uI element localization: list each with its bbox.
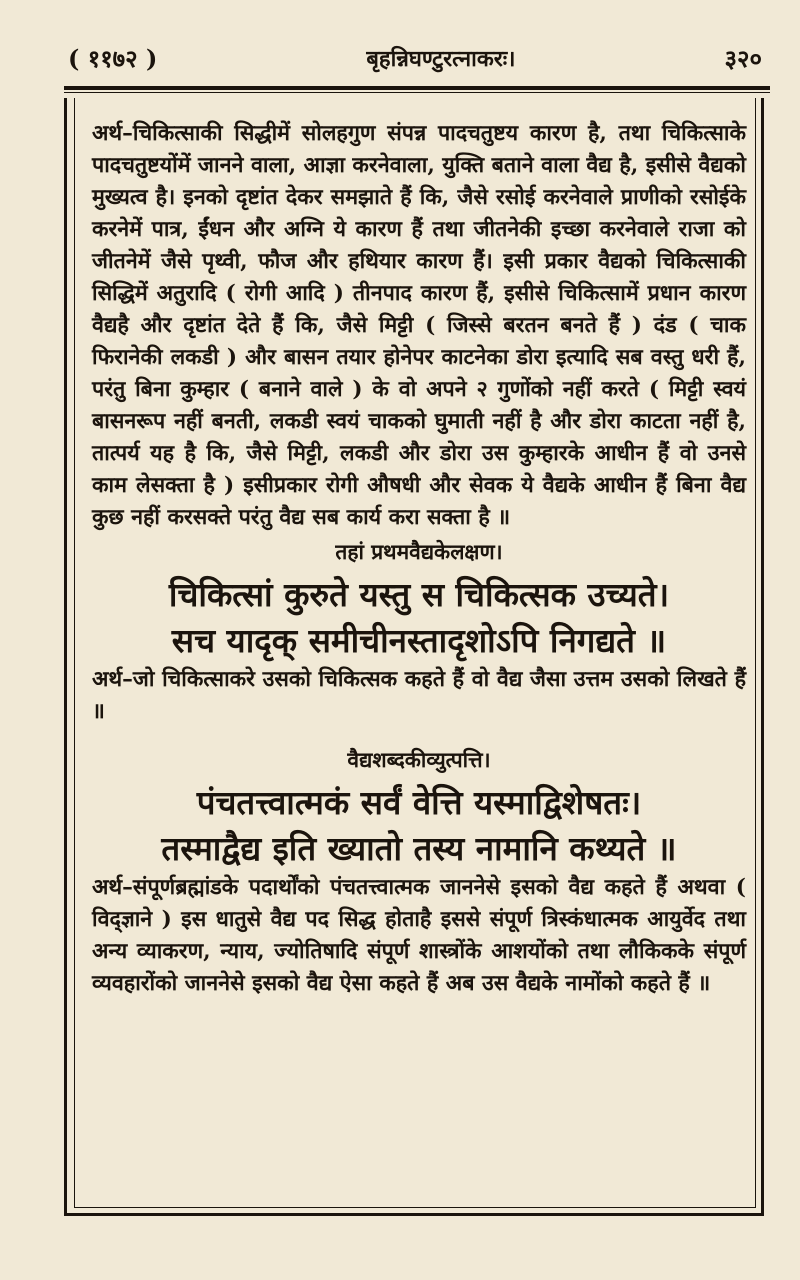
- sheet-mark: ३२०: [724, 43, 762, 73]
- page-number: ( ११७२ ): [68, 43, 158, 73]
- commentary-paragraph-3: अर्थ–संपूर्णब्रह्मांडके पदार्थोंको पंचतत्त्वात्मक जाननेसे इसको वैद्य कहते हैं अथवा ( विद्ज्ञाने ) इस धातुसे वैद्य पद सिद्ध होताहै इससे संपूर्ण त्रिस्कंधात्मक आयुर्वेद तथा अन्य व्याकरण, न्याय, ज्योतिषादि संपूर्ण शास्त्रोंके आशयोंको तथा लौकिकके संपूर्ण व्यवहारोंको जाननेसे इसको वैद्य ऐसा कहते हैं अब उस वैद्यके नामोंको कहते हैं ॥: [92, 875, 746, 996]
- commentary-paragraph-1: अर्थ–चिकित्साकी सिद्धीमें सोलहगुण संपन्न पादचतुष्टय कारण है, तथा चिकित्साके पादचतुष्टयोंमें जानने वाला, आज्ञा करनेवाला, युक्ति बताने वाला वैद्य है, इसीसे वैद्यको मुख्यत्व है। इनको दृष्टांत देकर समझाते हैं कि, जैसे रसोई करनेवाले प्राणीको रसोईके करनेमें पात्र, ईंधन और अग्नि ये कारण हैं तथा जीतनेकी इच्छा करनेवाले राजा को जीतनेमें जैसे पृथ्वी, फौज और हथियार कारण हैं। इसी प्रकार वैद्यको चिकित्साकी सिद्धिमें अतुरादि ( रोगी आदि ) तीनपाद कारण हैं, इसीसे चिकित्सामें प्रधान कारण वैद्यहै और दृष्टांत देते हैं कि, जैसे मिट्टी ( जिस्से बरतन बनते हैं ) दंड ( चाक फिरानेकी लकडी ) और बासन तयार होनेपर काटनेका डोरा इत्यादि सब वस्तु धरी हैं, परंतु बिना कुम्हार ( बनाने वाले ) के वो अपने २ गुणोंको नहीं करते ( मिट्टी स्वयं बासनरूप नहीं बनती, लकडी स्वयं चाकको घुमाती नहीं है और डोरा काटता नहीं है, तात्पर्य यह है कि, जैसे मिट्टी, लकडी और डोरा उस कुम्हारके आधीन हैं वो उनसे काम लेसक्ता है ) इसीप्रकार रोगी औषधी और सेवक ये वैद्यके आधीन हैं बिना वैद्य कुछ नहीं करसक्ते परंतु वैद्य सब कार्य करा सक्ता है ॥: [92, 121, 746, 530]
- header-rule-thick: [64, 86, 770, 90]
- verse-2-line-1: पंचतत्त्वात्मकं सर्वं वेत्ति यस्माद्विशेषतः।: [196, 783, 642, 822]
- verse-1-line-2: सच यादृक् समीचीनस्तादृशोऽपि निगद्यते ॥: [171, 621, 667, 660]
- section-heading-2: वैद्यशब्दकीव्युत्पत्ति।: [347, 747, 491, 772]
- page-header: [68, 38, 762, 78]
- page-body: [92, 118, 746, 1000]
- spacer: [92, 728, 746, 742]
- section-heading-1: तहां प्रथमवैद्यकेलक्षण।: [335, 539, 503, 564]
- commentary-paragraph-2: अर्थ–जो चिकित्साकरे उसको चिकित्सक कहते हैं वो वैद्य जैसा उत्तम उसको लिखते हैं ॥: [92, 667, 746, 724]
- header-rule-thin: [64, 92, 770, 93]
- book-title: बृहन्निघण्टुरत्नाकरः।: [366, 46, 516, 72]
- verse-2-line-2: तस्माद्वैद्य इति ख्यातो तस्य नामानि कथ्यते ॥: [161, 829, 677, 868]
- verse-1-line-1: चिकित्सां कुरुते यस्तु स चिकित्सक उच्यते।: [168, 575, 670, 614]
